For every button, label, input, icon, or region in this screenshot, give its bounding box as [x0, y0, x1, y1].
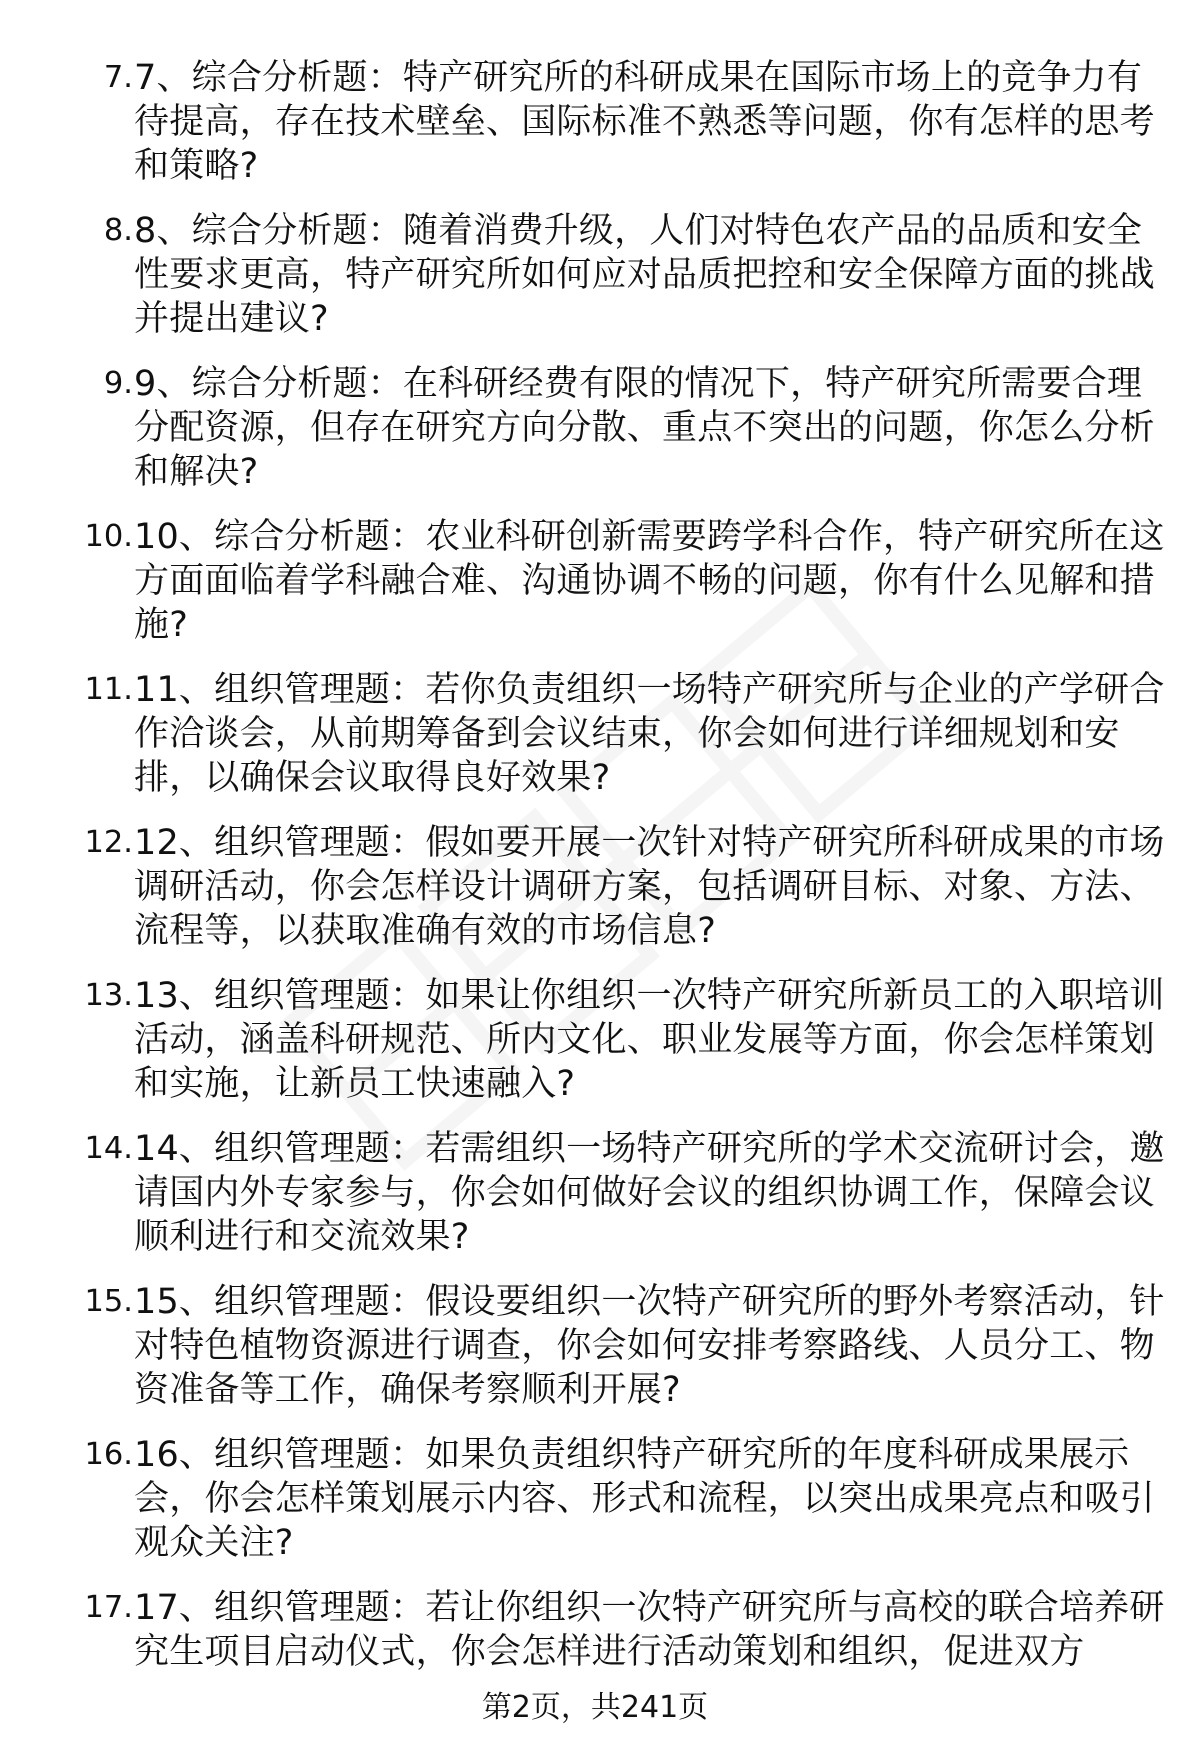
question-number: 12. — [84, 825, 133, 860]
list-item — [70, 362, 1170, 515]
question-number: 8. — [103, 213, 133, 248]
list-item — [70, 821, 1170, 974]
question-text: 7、综合分析题：特产研究所的科研成果在国际市场上的竞争力有待提高，存在技术壁垒、国际标准不熟悉等问题，你有怎样的思考和策略? — [134, 58, 1155, 186]
question-number: 10. — [84, 519, 133, 554]
question-number: 15. — [84, 1284, 133, 1319]
question-number: 9. — [103, 366, 133, 401]
question-number: 17. — [84, 1590, 133, 1625]
question-number: 16. — [84, 1437, 133, 1472]
question-text: 13、组织管理题：如果让你组织一次特产研究所新员工的入职培训活动，涵盖科研规范、所内文化、职业发展等方面，你会怎样策划和实施，让新员工快速融入? — [134, 976, 1165, 1104]
page-footer: 第2页，共241页 — [481, 1690, 709, 1725]
question-text: 11、组织管理题：若你负责组织一场特产研究所与企业的产学研合作洽谈会，从前期筹备到会议结束，你会如何进行详细规划和安排，以确保会议取得良好效果? — [134, 670, 1165, 798]
list-item — [70, 1433, 1170, 1586]
question-number: 14. — [84, 1131, 133, 1166]
list-item — [70, 515, 1170, 668]
list-item — [70, 1127, 1170, 1280]
list-item — [70, 56, 1170, 209]
question-list — [70, 56, 1170, 1739]
list-item — [70, 1280, 1170, 1433]
question-number: 7. — [103, 60, 133, 95]
list-item — [70, 209, 1170, 362]
question-text: 8、综合分析题：随着消费升级，人们对特色农产品的品质和安全性要求更高，特产研究所如何应对品质把控和安全保障方面的挑战并提出建议? — [134, 211, 1155, 339]
question-text: 10、综合分析题：农业科研创新需要跨学科合作，特产研究所在这方面面临着学科融合难、沟通协调不畅的问题，你有什么见解和措施? — [134, 517, 1165, 645]
question-number: 11. — [84, 672, 133, 707]
list-item — [70, 668, 1170, 821]
question-text: 9、综合分析题：在科研经费有限的情况下，特产研究所需要合理分配资源，但存在研究方向分散、重点不突出的问题，你怎么分析和解决? — [134, 364, 1155, 492]
question-text: 15、组织管理题：假设要组织一次特产研究所的野外考察活动，针对特色植物资源进行调查，你会如何安排考察路线、人员分工、物资准备等工作，确保考察顺利开展? — [134, 1282, 1165, 1410]
list-item — [70, 974, 1170, 1127]
question-text: 14、组织管理题：若需组织一场特产研究所的学术交流研讨会，邀请国内外专家参与，你会如何做好会议的组织协调工作，保障会议顺利进行和交流效果? — [134, 1129, 1165, 1257]
question-number: 13. — [84, 978, 133, 1013]
question-text: 12、组织管理题：假如要开展一次针对特产研究所科研成果的市场调研活动，你会怎样设计调研方案，包括调研目标、对象、方法、流程等，以获取准确有效的市场信息? — [134, 823, 1165, 951]
question-text: 16、组织管理题：如果负责组织特产研究所的年度科研成果展示会，你会怎样策划展示内容、形式和流程，以突出成果亮点和吸引观众关注? — [134, 1435, 1155, 1563]
question-text: 17、组织管理题：若让你组织一次特产研究所与高校的联合培养研究生项目启动仪式，你会怎样进行活动策划和组织，促进双方 — [134, 1588, 1165, 1672]
